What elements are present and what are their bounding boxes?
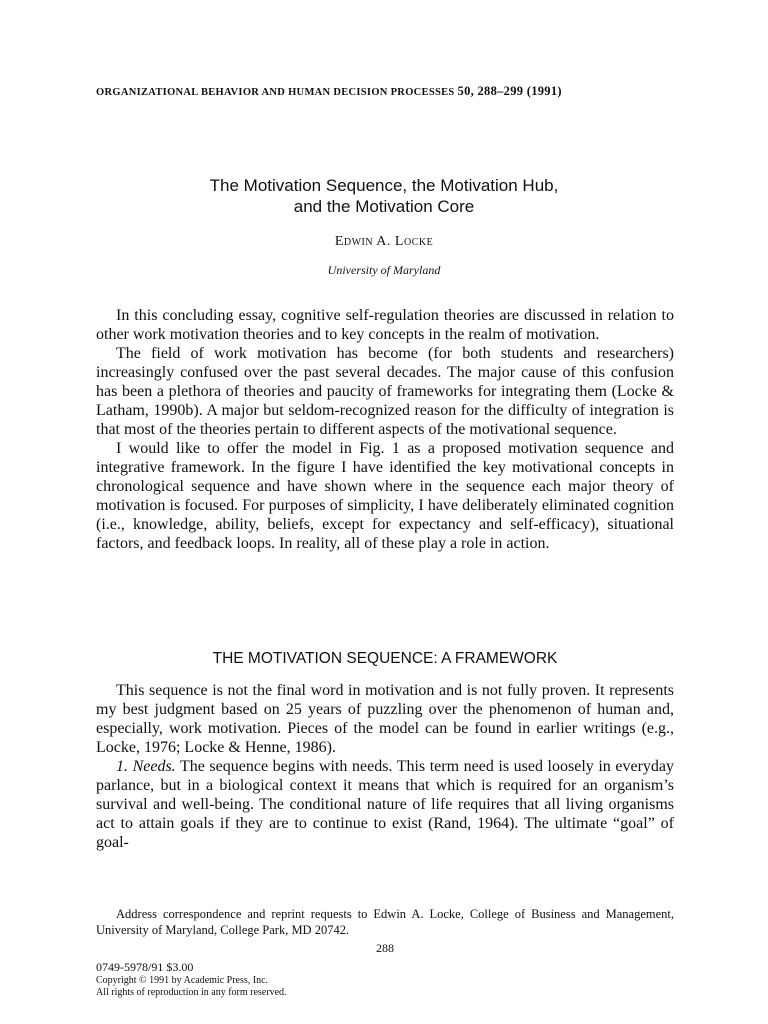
intro-paragraph-1: In this concluding essay, cognitive self-regulation theories are discussed in relation to other work motivation theories and to key concepts in the realm of motivation. xyxy=(96,307,674,343)
journal-header xyxy=(96,84,696,99)
publication-info xyxy=(96,960,496,999)
section-paragraph-1: This sequence is not the final word in motivation and is not fully proven. It represents my best judgment based on 25 years of puzzling over the phenomenon of human and, especially, work motivation. Pieces of the model can be found in earlier writings (e.g., Locke, 1976; Locke & Henne, 1986). xyxy=(96,682,674,756)
section-heading: THE MOTIVATION SEQUENCE: A FRAMEWORK xyxy=(212,650,558,667)
section-paragraph-2 xyxy=(96,757,674,852)
journal-volume-pages: 50, 288–299 (1991) xyxy=(457,84,562,98)
copyright-line: Copyright © 1991 by Academic Press, Inc. xyxy=(96,975,269,986)
author-affiliation: University of Maryland xyxy=(327,263,441,277)
title-line-2: and the Motivation Core xyxy=(293,197,475,216)
correspondence-footnote xyxy=(96,906,674,938)
issn-price: 0749-5978/91 $3.00 xyxy=(96,960,194,974)
page-number: 288 xyxy=(376,941,394,955)
journal-name: ORGANIZATIONAL BEHAVIOR AND HUMAN DECISION PROCESSES xyxy=(96,87,455,98)
intro-paragraph-2: The field of work motivation has become (for both students and researchers) increasingly confused over the past several decades. The major cause of this confusion has been a plethora of theories and paucity of frameworks for integrating them (Locke & Latham, 1990b). A major but seldom-recognized reason for the difficulty of integration is that most of the theories pertain to different aspects of the motivational sequence. xyxy=(96,345,674,438)
title-line-1: The Motivation Sequence, the Motivation Hub, xyxy=(209,176,559,195)
framework-section xyxy=(96,681,674,852)
paper-title xyxy=(96,175,672,217)
author-name: Edwin A. Locke xyxy=(334,234,434,249)
needs-label: 1. Needs. xyxy=(116,758,176,775)
intro-section xyxy=(96,306,674,553)
intro-paragraph-3: I would like to offer the model in Fig. 1 as a proposed motivation sequence and integrative framework. In the figure I have identified the key motivational concepts in chronological sequence and have shown where in the sequence each major theory of motivation is focused. For purposes of simplicity, I have deliberately eliminated cognition (i.e., knowledge, ability, beliefs, except for expectancy and self-efficacy), situational factors, and feedback loops. In reality, all of these play a role in action. xyxy=(96,440,674,552)
footnote-text: Address correspondence and reprint requests to Edwin A. Locke, College of Business and Management, University of Maryland, College Park, MD 20742. xyxy=(96,907,674,937)
rights-line: All rights of reproduction in any form reserved. xyxy=(96,987,287,998)
needs-text: The sequence begins with needs. This term need is used loosely in everyday parlance, but in a biological context it means that which is required for an organism’s survival and well-being. The conditional nature of life requires that all living organisms act to attain goals if they are to continue to exist (Rand, 1964). The ultimate “goal” of goal- xyxy=(96,758,675,851)
